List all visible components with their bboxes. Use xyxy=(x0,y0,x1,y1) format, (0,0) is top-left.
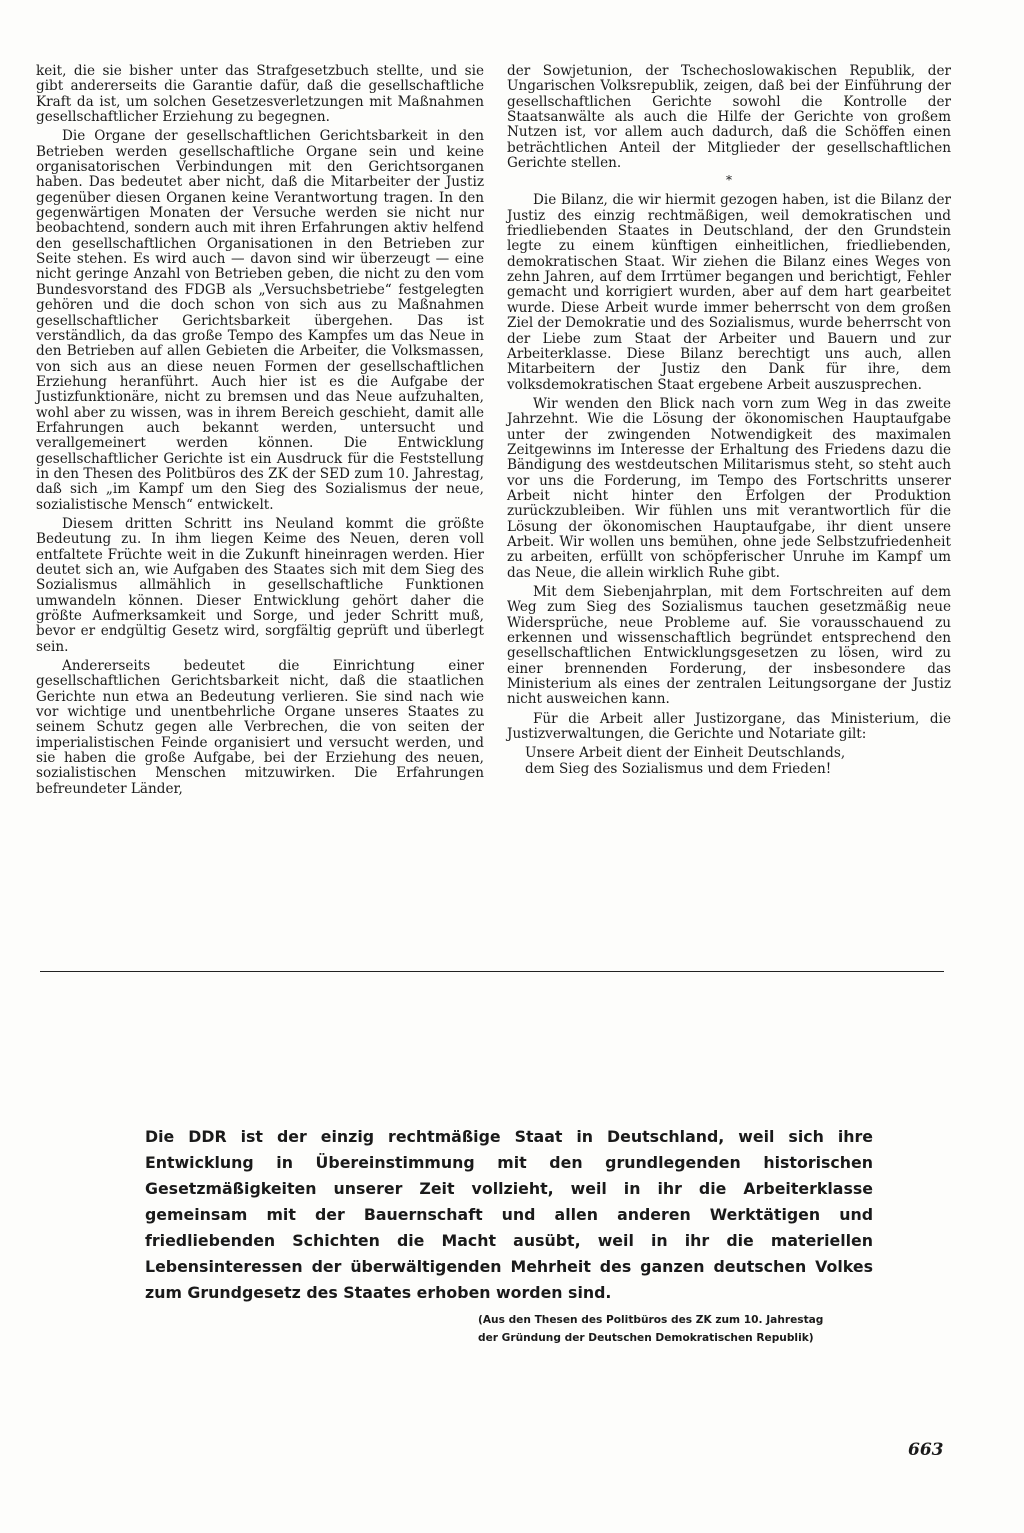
highlighted-quote: Die DDR ist der einzig rechtmäßige Staat in Deutschland, weil sich ihre Entwicklung in Übereinstimmung mit den grundlegenden historischen Gesetzmäßigkeiten unserer Zeit vollzieht, weil in ihr die Arbeiterklasse gemeinsam mit der Bauernschaft und allen anderen Werktätigen und friedliebenden Schichten die Macht ausübt, weil in ihr die materiellen Lebensinteressen der überwältigenden Mehrheit des ganzen deutschen Volkes zum Grundgesetz des Staates erhoben worden sind. xyxy=(145,1127,873,1302)
paragraph: Andererseits bedeutet die Einrichtung einer gesellschaftlichen Gerichtsbarkeit nicht, daß die staatlichen Gerichte nun etwa an Bedeutung verlieren. Sie sind nach wie vor wichtige und unentbehrliche Organe unseres Staates zu seinem Schutz gegen alle Verbrechen, die von seiten der imperialistischen Feinde organisiert und versucht werden, und sie haben die große Aufgabe, bei der Erziehung des neuen, sozialistischen Menschen mitzuwirken. Die Erfahrungen befreundeter Länder, xyxy=(36,658,484,797)
left-text-column xyxy=(36,64,484,797)
paragraph: Die Organe der gesellschaftlichen Gerichtsbarkeit in den Betrieben werden gesellschaftliche Organe sein und keine organisatorischen Verbindungen mit den Gerichtsorganen haben. Das bedeutet aber nicht, daß die Mitarbeiter der Justiz gegenüber diesen Organen keine Verantwortung tragen. In den gegenwärtigen Monaten der Versuche werden sie nicht nur beobachtend, sondern auch mit ihren Erfahrungen aktiv helfend den gesellschaftlichen Organisationen in den Betrieben zur Seite stehen. Es wird auch — davon sind wir überzeugt — eine nicht geringe Anzahl von Betrieben geben, die nicht zu den vom Bundesvorstand des FDGB als „Versuchsbetriebe“ festgelegten gehören und die doch schon von sich aus zu Maßnahmen gesellschaftlicher Gerichtsbarkeit übergehen. Das ist verständlich, da das große Tempo des Kampfes um das Neue in den Betrieben auf allen Gebieten die Arbeiter, die Volksmassen, von sich aus an diese neuen Formen der gesellschaftlichen Erziehung heranführt. Auch hier ist es die Aufgabe der Justizfunktionäre, nicht zu bremsen und das Neue aufzuhalten, wohl aber zu wissen, was in ihrem Bereich geschieht, damit alle Erfahrungen auch bekannt werden, untersucht und verallgemeinert werden können. Die Entwicklung gesellschaftlicher Gerichte ist ein Ausdruck für die Feststellung in den Thesen des Politbüros des ZK der SED zum 10. Jahrestag, daß sich „im Kampf um den Sieg des Sozialismus der neue, sozialistische Mensch“ entwickelt. xyxy=(36,128,484,513)
motto-line: dem Sieg des Sozialismus und dem Frieden! xyxy=(525,760,832,777)
closing-motto xyxy=(507,746,951,777)
paragraph: Diesem dritten Schritt ins Neuland kommt die größte Bedeutung zu. In ihm liegen Keime des Neuen, deren voll entfaltete Früchte weit in die Zukunft hineinragen werden. Hier deutet sich an, wie Aufgaben des Staates sich mit dem Sieg des Sozialismus allmählich in gesellschaftliche Funktionen umwandeln können. Dieser Entwicklung gehört daher die größte Aufmerksamkeit und Sorge, und jeder Schritt muß, bevor er endgültig Gesetz wird, sorgfältig geprüft und überlegt sein. xyxy=(36,515,484,655)
paragraph: Mit dem Siebenjahrplan, mit dem Fortschreiten auf dem Weg zum Sieg des Sozialismus tauchen gesetzmäßig neue Widersprüche, neue Probleme auf. Sie vorausschauend zu erkennen und wissenschaftlich begründet entsprechend den gesellschaftlichen Entwicklungsgesetzen zu lösen, wird zu einer brennenden Forderung, der insbesondere das Ministerium als eines der zentralen Leitungsorgane der Justiz nicht ausweichen kann. xyxy=(507,584,951,708)
right-text-column xyxy=(507,64,951,777)
paragraph: keit, die sie bisher unter das Strafgesetzbuch stellte, und sie gibt andererseits die Garantie dafür, daß die gesellschaftliche Kraft da ist, um solchen Gesetzesverletzungen mit Maßnahmen gesellschaftlicher Erziehung zu begegnen. xyxy=(36,63,484,126)
paragraph: Für die Arbeit aller Justizorgane, das Ministerium, die Justizverwaltungen, die Gerichte und Notariate gilt: xyxy=(507,710,951,743)
source-line: (Aus den Thesen des Politbüros des ZK zum 10. Jahrestag xyxy=(478,1314,824,1326)
page-number: 663 xyxy=(908,1440,944,1460)
section-separator-star: * xyxy=(726,173,732,188)
source-line: der Gründung der Deutschen Demokratischen Republik) xyxy=(478,1332,814,1344)
paragraph: Wir wenden den Blick nach vorn zum Weg in das zweite Jahrzehnt. Wie die Lösung der ökonomischen Hauptaufgabe unter der zwingenden Notwendigkeit des maximalen Zeitgewinns im Interesse der Erhaltung des Friedens dazu die Bändigung des westdeutschen Militarismus steht, so steht auch vor uns die Forderung, im Tempo des Fortschritts unserer Arbeit nicht hinter den Erfolgen der Produktion zurückzubleiben. Wir fühlen uns mit verantwortlich für die Lösung der ökonomischen Hauptaufgabe, ihr dient unsere Arbeit. Wir wollen uns bemühen, ohne jede Selbstzufriedenheit zu arbeiten, erfüllt von schöpferischer Unruhe im Kampf um das Neue, die allein wirklich Ruhe gibt. xyxy=(507,395,951,581)
quote-source xyxy=(478,1311,878,1347)
motto-line: Unsere Arbeit dient der Einheit Deutschlands, xyxy=(525,745,846,762)
paragraph: der Sowjetunion, der Tschechoslowakischen Republik, der Ungarischen Volksrepublik, zeigen, daß bei der Einführung der gesellschaftlichen Gerichte sowohl die Kontrolle der Staatsanwälte als auch die Hilfe der Gerichte von großem Nutzen ist, vor allem auch dadurch, daß die Schöffen einen beträchtlichen Anteil der Mitglieder der gesellschaftlichen Gerichte stellen. xyxy=(507,63,951,172)
horizontal-divider xyxy=(40,971,944,972)
paragraph: Die Bilanz, die wir hiermit gezogen haben, ist die Bilanz der Justiz des einzig rechtmäßigen, weil demokratischen und friedliebenden Staates in Deutschland, der den Grundstein legte zu einem künftigen einheitlichen, friedliebenden, demokratischen Staat. Wir ziehen die Bilanz eines Weges von zehn Jahren, auf dem Irrtümer begangen und berichtigt, Fehler gemacht und korrigiert wurden, aber auf dem hart gearbeitet wurde. Diese Arbeit wurde immer beherrscht von dem großen Ziel der Demokratie und des Sozialismus, wurde beherrscht von der Liebe zum Staat der Arbeiter und Bauern und zur Arbeiterklasse. Diese Bilanz berechtigt uns auch, allen Mitarbeitern der Justiz den Dank für ihre, dem volksdemokratischen Staat ergebene Arbeit auszusprechen. xyxy=(507,192,951,393)
